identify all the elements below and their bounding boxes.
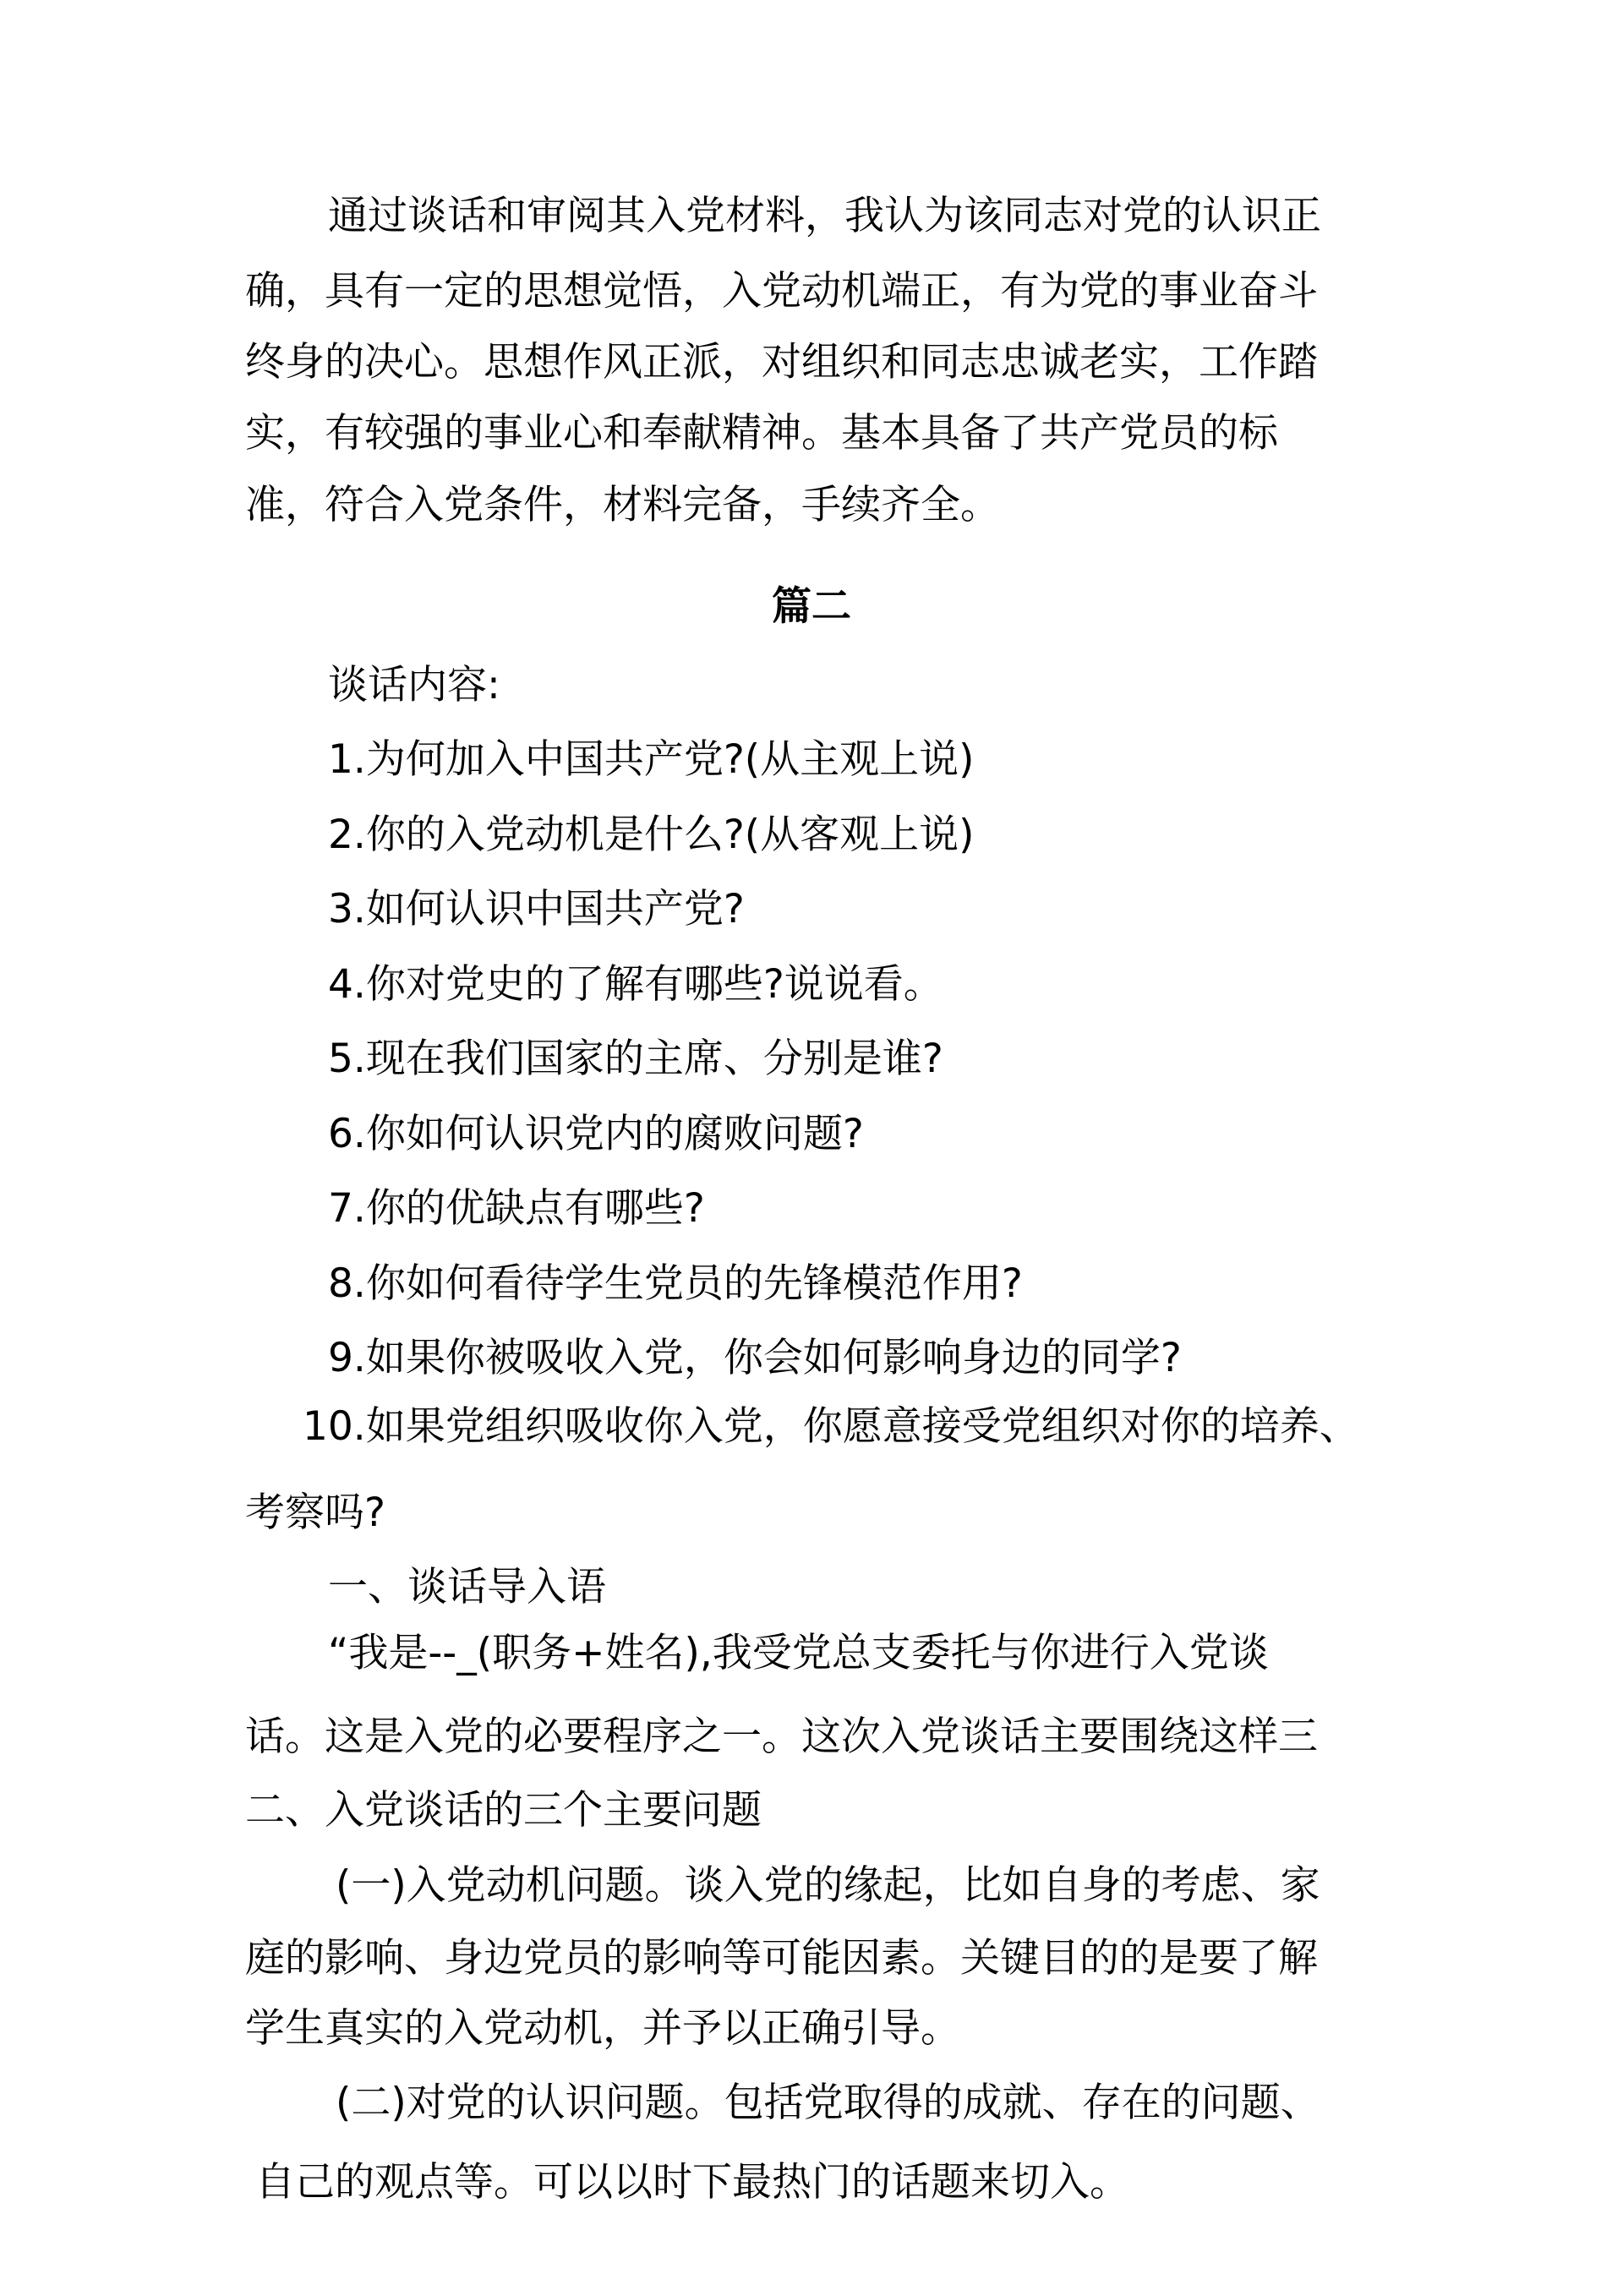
paragraph-line: 通过谈话和审阅其入党材料，我认为该同志对党的认识正 [328, 193, 1321, 239]
question-item: 3.如何认识中国共产党? [328, 886, 745, 932]
question-item: 1.为何加入中国共产党?(从主观上说) [328, 736, 975, 783]
question-item: 8.你如何看待学生党员的先锋模范作用? [328, 1260, 1023, 1307]
question-item: 9.如果你被吸收入党，你会如何影响身边的同学? [328, 1335, 1182, 1381]
question-item: 4.你对党史的了解有哪些?说说看。 [328, 961, 943, 1008]
paragraph-line: 终身的决心。思想作风正派，对组织和同志忠诚老实，工作踏 [245, 339, 1318, 385]
intro-line: “我是--_(职务+姓名),我受党总支委托与你进行入党谈 [328, 1630, 1269, 1676]
intro-heading: 一、谈话导入语 [328, 1564, 606, 1610]
main-heading: 二、入党谈话的三个主要问题 [245, 1787, 762, 1834]
point-line: 庭的影响、身边党员的影响等可能因素。关键目的的是要了解 [245, 1935, 1318, 1982]
question-item: 10.如果党组织吸收你入党，你愿意接受党组织对你的培养、 [303, 1403, 1359, 1450]
question-item: 7.你的优缺点有哪些? [328, 1185, 705, 1232]
point-line: (二)对党的认识问题。包括党取得的成就、存在的问题、 [336, 2080, 1320, 2126]
question-item: 6.你如何认识党内的腐败问题? [328, 1111, 864, 1157]
point-line: 自己的观点等。可以以时下最热门的话题来切入。 [255, 2159, 1129, 2206]
talk-content-heading: 谈话内容: [328, 662, 500, 708]
paragraph-line: 确，具有一定的思想觉悟，入党动机端正，有为党的事业奋斗 [245, 268, 1318, 314]
question-item-continuation: 考察吗? [245, 1490, 385, 1536]
paragraph-line: 准，符合入党条件，材料完备，手续齐全。 [245, 482, 1000, 528]
paragraph-line: 实，有较强的事业心和奉献精神。基本具备了共产党员的标 [245, 410, 1278, 456]
point-line: 学生真实的入党动机，并予以正确引导。 [245, 2005, 960, 2052]
section-title: 篇二 [772, 583, 851, 630]
question-item: 5.现在我们国家的主席、分别是谁? [328, 1036, 943, 1082]
point-line: (一)入党动机问题。谈入党的缘起，比如自身的考虑、家 [336, 1862, 1320, 1909]
intro-line: 话。这是入党的必要程序之一。这次入党谈话主要围绕这样三 [245, 1714, 1318, 1760]
question-item: 2.你的入党动机是什么?(从客观上说) [328, 812, 975, 858]
